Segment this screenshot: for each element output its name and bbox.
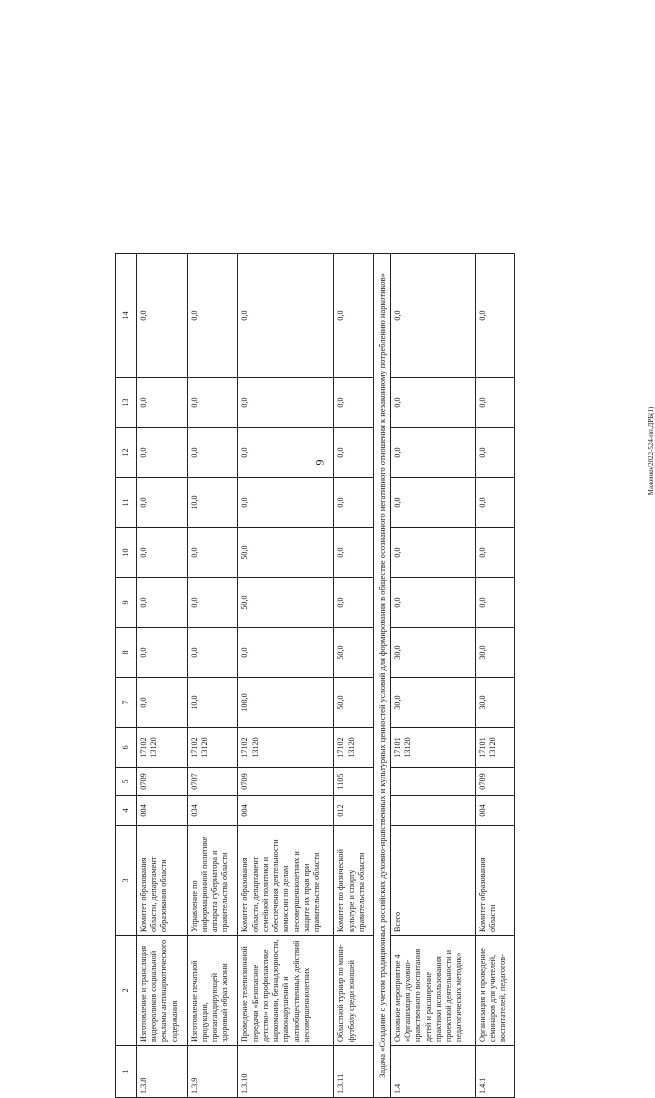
table-cell: 0,0 [390, 378, 475, 428]
table-cell: 004 [136, 796, 187, 826]
table-row [238, 254, 334, 1098]
table-cell: 17101 13120 [390, 728, 475, 768]
header-cell: 8 [116, 628, 137, 678]
table-cell: 0,0 [390, 254, 475, 378]
table-cell: 17102 13120 [187, 728, 238, 768]
table-cell: Комитет образования области, департамент образования области [136, 826, 187, 936]
table-cell: Проведение телевизионной передачи «Безопасное детство» по профилактике наркомании, безнадзорности, правонарушений и антиобщественных действий несовершеннолетних [238, 936, 334, 1046]
table-cell: 0,0 [187, 528, 238, 578]
table-cell: Организация и проведение семинаров для учителей, воспитателей, педагогов- [475, 936, 514, 1046]
table-cell: 30,0 [475, 678, 514, 728]
table-cell: 10,0 [187, 678, 238, 728]
table-cell: 0,0 [238, 254, 334, 378]
table-row [390, 254, 475, 1098]
table-row [187, 254, 238, 1098]
table-cell: 0,0 [238, 378, 334, 428]
table-cell: 0,0 [475, 428, 514, 478]
table-cell: 1105 [334, 768, 373, 796]
table-cell: 0,0 [475, 378, 514, 428]
table-cell: 0,0 [136, 254, 187, 378]
table-cell: 012 [334, 796, 373, 826]
table-cell: Комитет по физической культуре и спорту правительства области [334, 826, 373, 936]
table-cell: 0,0 [136, 478, 187, 528]
table-cell: 0,0 [334, 378, 373, 428]
budget-table [115, 253, 515, 1098]
table-cell: 0,0 [238, 428, 334, 478]
table-cell: 0,0 [475, 528, 514, 578]
page-number: 9 [312, 459, 327, 466]
table-cell: 1.3.9 [187, 1046, 238, 1098]
table-cell: Всего [390, 826, 475, 936]
table-cell: Изготовление и трансляция видеороликов социальной рекламы антинаркотического содержания [136, 936, 187, 1046]
table-cell [390, 768, 475, 796]
header-cell: 14 [116, 254, 137, 378]
table-cell: 0709 [475, 768, 514, 796]
header-cell: 13 [116, 378, 137, 428]
table-cell: 50,0 [238, 578, 334, 628]
section-title: Задача «Создание с учетом традиционных российских духовно-нравственных и культурных ценностей условий для формирования в обществе осознанного негативного отношения к незаконному потреблению наркотиков» [373, 254, 390, 1098]
header-cell: 9 [116, 578, 137, 628]
table-cell: 0,0 [238, 628, 334, 678]
header-cell: 11 [116, 478, 137, 528]
table-cell: 0707 [187, 768, 238, 796]
header-cell: 7 [116, 678, 137, 728]
table-cell: 1.3.11 [334, 1046, 373, 1098]
table-cell: 0,0 [390, 428, 475, 478]
table-cell: Управление по информационной политике аппарата губернатора и правительства области [187, 826, 238, 936]
table-cell: 0,0 [334, 478, 373, 528]
table-cell: 0,0 [334, 578, 373, 628]
table-cell [390, 796, 475, 826]
header-cell: 12 [116, 428, 137, 478]
table-cell: 17102 13120 [334, 728, 373, 768]
table-cell: 0,0 [187, 578, 238, 628]
table-cell: 17102 13120 [238, 728, 334, 768]
header-cell: 6 [116, 728, 137, 768]
table-cell: 1.3.10 [238, 1046, 334, 1098]
table-cell: 0,0 [136, 528, 187, 578]
table-cell: 0,0 [334, 428, 373, 478]
table-cell: 0,0 [390, 528, 475, 578]
table-cell: 0709 [238, 768, 334, 796]
header-cell: 5 [116, 768, 137, 796]
table-cell: 0,0 [187, 428, 238, 478]
table-cell: 0,0 [475, 578, 514, 628]
table-cell: 0709 [136, 768, 187, 796]
table-row [334, 254, 373, 1098]
header-cell: 3 [116, 826, 137, 936]
table-cell: 0,0 [475, 254, 514, 378]
table-cell: 50,0 [238, 528, 334, 578]
header-row [116, 254, 137, 1098]
table-cell: 50,0 [334, 628, 373, 678]
table-cell: 0,0 [475, 478, 514, 528]
table-cell: Областной турнир по мини-футболу среди юношей [334, 936, 373, 1046]
table-cell: Комитет образования области, департамент семейной политики и обеспечения деятельности комиссии по делам несовершеннолетних и защите их прав при правительстве области [238, 826, 334, 936]
header-cell: 1 [116, 1046, 137, 1098]
header-cell: 2 [116, 936, 137, 1046]
table-cell: 004 [475, 796, 514, 826]
table-cell: 0,0 [390, 578, 475, 628]
table-cell: 0,0 [238, 478, 334, 528]
table-cell: 17102 13120 [136, 728, 187, 768]
table-cell: 30,0 [390, 628, 475, 678]
table-row [136, 254, 187, 1098]
table-cell: 0,0 [136, 628, 187, 678]
table-cell: 10,0 [187, 478, 238, 528]
table-cell: 100,0 [238, 678, 334, 728]
header-cell: 4 [116, 796, 137, 826]
table-cell: 30,0 [390, 678, 475, 728]
footer-code: Маженко/2022-524-пп.ДРБ(1) [647, 406, 655, 496]
table-cell: 1.4 [390, 1046, 475, 1098]
table-cell: 0,0 [390, 478, 475, 528]
table-cell: 0,0 [136, 678, 187, 728]
table-cell: 0,0 [187, 378, 238, 428]
header-cell: 10 [116, 528, 137, 578]
table-cell: Комитет образования области [475, 826, 514, 936]
table-cell: 0,0 [187, 628, 238, 678]
table-cell: 50,0 [334, 678, 373, 728]
table-cell: 30,0 [475, 628, 514, 678]
section-row [373, 254, 390, 1098]
table-cell: 17101 13120 [475, 728, 514, 768]
table-row [475, 254, 514, 1098]
table-cell: Основное мероприятие 4 «Организация духовно-нравственного воспитания детей и расширение практики использования проектной деятельности и педагогических методик» [390, 936, 475, 1046]
table-cell: 0,0 [136, 428, 187, 478]
table-cell: 004 [238, 796, 334, 826]
table-cell: 1.4.1 [475, 1046, 514, 1098]
table-cell: 0,0 [334, 528, 373, 578]
table-cell: 0,0 [136, 578, 187, 628]
table-cell: Изготовление печатной продукции, пропагандирующей здоровый образ жизни [187, 936, 238, 1046]
budget-table-wrapper [115, 254, 515, 1098]
table-cell: 1.3.8 [136, 1046, 187, 1098]
table-cell: 0,0 [187, 254, 238, 378]
table-cell: 0,0 [136, 378, 187, 428]
table-cell: 034 [187, 796, 238, 826]
table-cell: 0,0 [334, 254, 373, 378]
